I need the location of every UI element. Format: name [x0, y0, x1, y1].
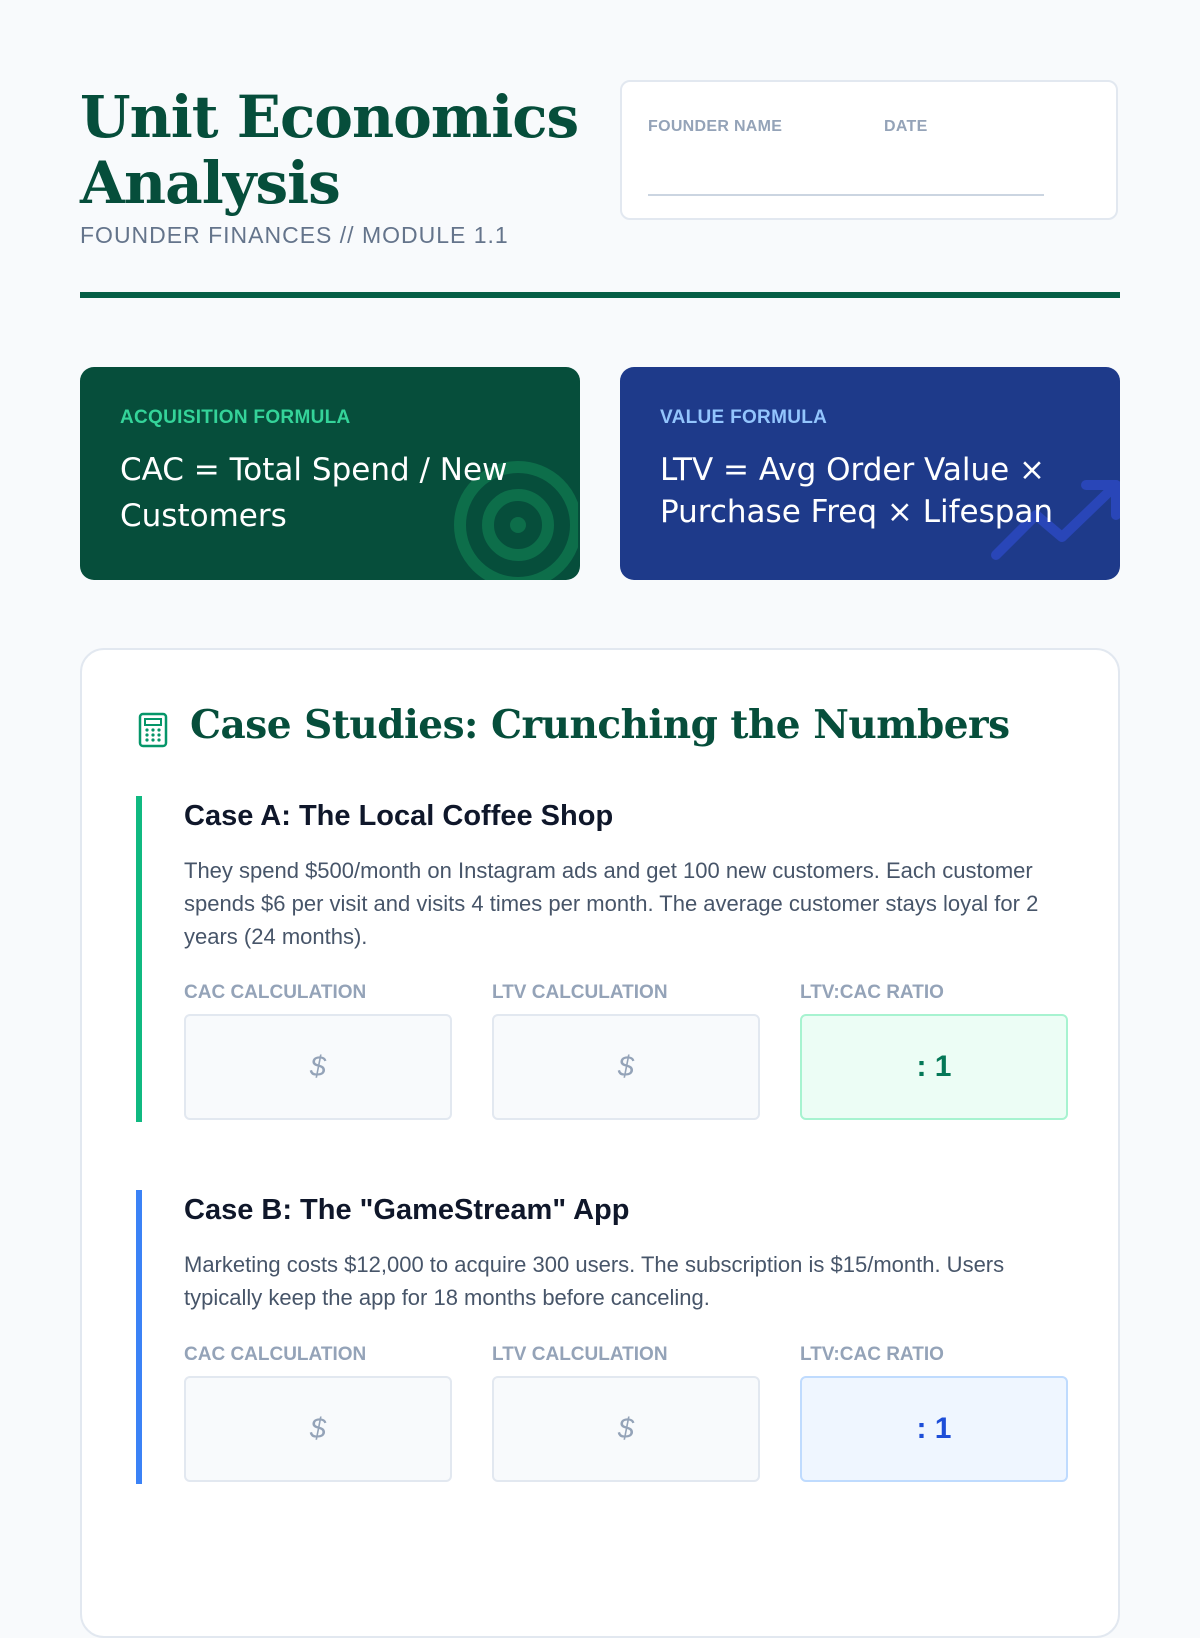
case-a-ratio-label: LTV:CAC RATIO: [800, 982, 944, 1003]
value-formula-label: VALUE FORMULA: [660, 407, 828, 428]
header-divider: [80, 292, 1120, 298]
calculator-icon: [138, 712, 168, 748]
value-formula-card: [620, 367, 1120, 580]
case-b-cac-label: CAC CALCULATION: [184, 1344, 367, 1365]
date-label: DATE: [884, 118, 928, 135]
case-b-title: Case B: The "GameStream" App: [184, 1194, 630, 1226]
case-a-section: [136, 796, 1072, 1122]
case-b-cac-input[interactable]: $: [184, 1376, 452, 1482]
value-formula-text: LTV = Avg Order Value × Purchase Freq × Lifespan: [660, 452, 1054, 530]
case-b-ratio-input[interactable]: : 1: [800, 1376, 1068, 1482]
case-a-description: They spend $500/month on Instagram ads and get 100 new customers. Each customer spends $6 per visit and visits 4 times per month. The average customer stays loyal for 2 years (24 months).: [184, 858, 1039, 949]
case-b-ltv-label: LTV CALCULATION: [492, 1344, 668, 1365]
acquisition-formula-label: ACQUISITION FORMULA: [120, 407, 351, 428]
case-a-ltv-input[interactable]: $: [492, 1014, 760, 1120]
page-title: Unit Economics Analysis: [80, 83, 579, 217]
case-b-ltv-input[interactable]: $: [492, 1376, 760, 1482]
acquisition-formula-text: CAC = Total Spend / New Customers: [120, 452, 508, 534]
page-subtitle: FOUNDER FINANCES // MODULE 1.1: [80, 222, 509, 248]
case-a-ltv-label: LTV CALCULATION: [492, 982, 668, 1003]
case-a-cac-label: CAC CALCULATION: [184, 982, 367, 1003]
case-a-title: Case A: The Local Coffee Shop: [184, 800, 614, 832]
worksheet-page: [80, 0, 1120, 1600]
founder-info-box: [620, 80, 1118, 220]
case-studies-panel: [80, 648, 1120, 1638]
case-b-ratio-label: LTV:CAC RATIO: [800, 1344, 944, 1365]
case-a-ratio-input[interactable]: : 1: [800, 1014, 1068, 1120]
acquisition-formula-card: [80, 367, 580, 580]
founder-name-label: FOUNDER NAME: [648, 118, 783, 135]
founder-name-field[interactable]: [648, 194, 1044, 196]
case-a-cac-input[interactable]: $: [184, 1014, 452, 1120]
worksheet-header: [80, 80, 1120, 300]
case-b-description: Marketing costs $12,000 to acquire 300 users. The subscription is $15/month. Users typically keep the app for 18 months before canceling.: [184, 1252, 1005, 1310]
case-studies-title: Case Studies: Crunching the Numbers: [190, 702, 1010, 748]
case-b-section: [136, 1190, 1072, 1484]
